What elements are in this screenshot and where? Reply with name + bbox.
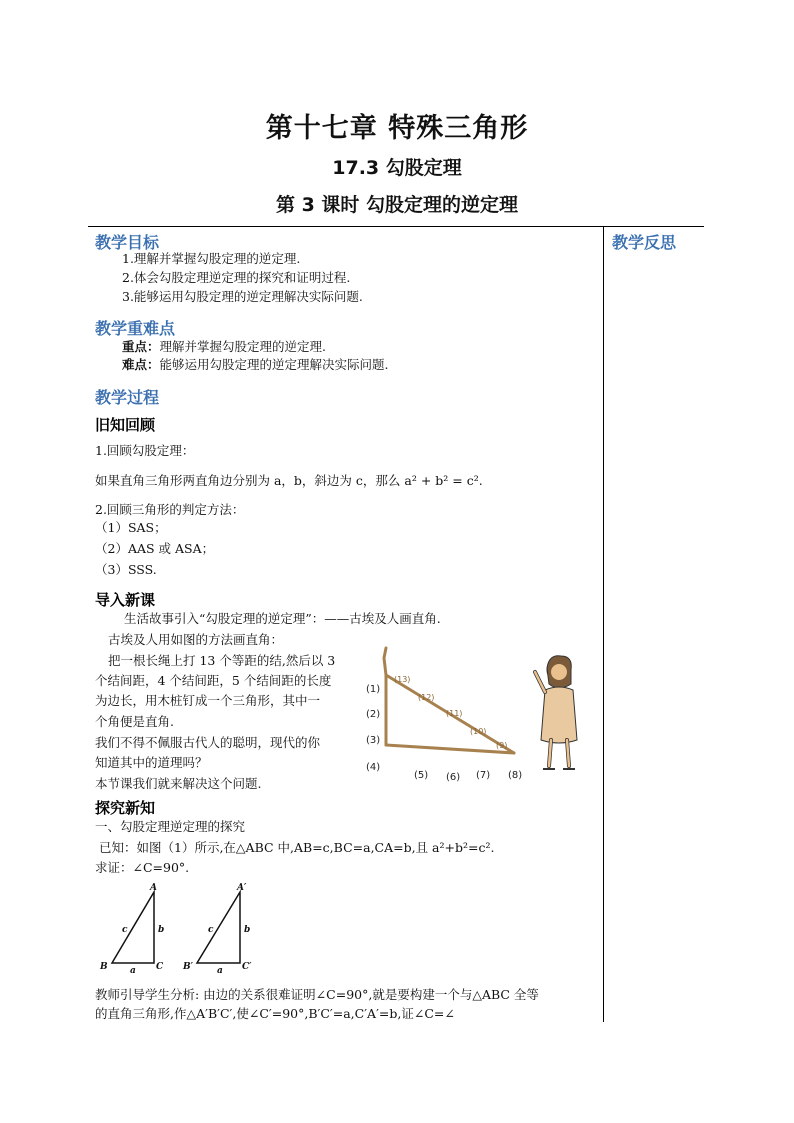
side-label: a [130, 966, 136, 975]
side-label: b [244, 925, 251, 935]
vertex-label: C′ [242, 962, 252, 972]
side-label: c [208, 925, 214, 935]
knot-label: (9) [496, 741, 508, 750]
triangle-abc [112, 892, 154, 963]
knot-label: (5) [414, 770, 429, 781]
review-line: （1）SAS； [95, 520, 167, 535]
knot-label: (12) [418, 693, 435, 702]
rope-horizontal [386, 745, 514, 753]
knot-label: (3) [366, 735, 381, 746]
knot-label: (8) [508, 770, 523, 781]
goals-heading: 教学目标 [95, 233, 160, 252]
chapter-title: 第十七章 特殊三角形 [265, 113, 529, 144]
vertex-label: B′ [183, 962, 193, 972]
side-label: b [158, 925, 165, 935]
knot-label: (10) [470, 727, 487, 736]
hard-text: 能够运用勾股定理的逆定理解决实际问题. [159, 357, 389, 372]
intro-line: 知道其中的道理吗？ [95, 755, 208, 770]
rope-triangle-figure [362, 640, 532, 785]
explore-line: 的直角三角形,作△A′B′C′,使∠C′=90°,B′C′=a,C′A′=b,证∠C=∠ [95, 1006, 455, 1021]
intro-heading: 导入新课 [95, 591, 156, 609]
review-line: （3）SSS. [95, 562, 157, 577]
review-line: （2）AAS 或 ASA； [95, 541, 215, 556]
side-label: a [217, 966, 223, 975]
rope-tail [384, 648, 386, 675]
key-text: 理解并掌握勾股定理的逆定理. [159, 339, 326, 354]
knot-label: (7) [476, 770, 491, 781]
knot-label: (6) [446, 772, 461, 783]
lesson-title: 第 3 课时 勾股定理的逆定理 [275, 194, 519, 216]
knot-label: (4) [366, 762, 381, 773]
vertex-label: C [156, 962, 164, 972]
review-line: 2.回顾三角形的判定方法： [95, 502, 245, 517]
goal-item: 1.理解并掌握勾股定理的逆定理. [122, 251, 301, 266]
review-line: 如果直角三角形两直角边分别为 a，b，斜边为 c，那么 a² + b² = c². [95, 473, 483, 488]
intro-line: 我们不得不佩服古代人的聪明，现代的你 [95, 735, 321, 750]
intro-line: 生活故事引入“勾股定理的逆定理”：——古埃及人画直角. [124, 611, 441, 626]
table-top-rule [88, 226, 704, 227]
reflection-label: 教学反思 [612, 233, 677, 252]
explore-line: 已知：如图（1）所示,在△ABC 中,AB=c,BC=a,CA=b,且 a²+b²=c². [99, 840, 495, 855]
goal-item: 2.体会勾股定理逆定理的探究和证明过程. [122, 270, 351, 285]
egyptian-man-illustration [525, 650, 590, 775]
knot-label: (11) [446, 709, 463, 718]
intro-line: 个结间距，4 个结间距，5 个结间距的长度 [95, 673, 332, 688]
key-point [122, 338, 326, 356]
vertex-label: B [100, 962, 108, 972]
section-title: 17.3 勾股定理 [332, 157, 462, 179]
vertex-label: A′ [237, 883, 247, 893]
goal-item: 3.能够运用勾股定理的逆定理解决实际问题. [122, 289, 363, 304]
process-heading: 教学过程 [95, 388, 160, 407]
hard-label: 难点： [122, 357, 160, 372]
explore-heading: 探究新知 [95, 799, 156, 817]
knot-label: (13) [394, 675, 411, 684]
key-label: 重点： [122, 339, 160, 354]
knot-label: (2) [366, 709, 381, 720]
intro-line: 个角便是直角. [95, 714, 174, 729]
vertex-label: A [150, 883, 157, 893]
side-label: c [122, 925, 128, 935]
intro-line: 把一根长绳上打 13 个等距的结,然后以 3 [108, 653, 336, 668]
intro-line: 为边长，用木桩钉成一个三角形，其中一 [95, 693, 321, 708]
explore-line: 求证：∠C=90°. [95, 860, 190, 875]
intro-line: 本节课我们就来解决这个问题. [95, 776, 262, 791]
column-divider [603, 226, 604, 1022]
intro-line: 古埃及人用如图的方法画直角： [108, 632, 284, 647]
triangle-abc-prime [197, 892, 240, 963]
explore-line: 教师引导学生分析: 由边的关系很难证明∠C=90°,就是要构建一个与△ABC 全等 [95, 987, 539, 1002]
keypoints-heading: 教学重难点 [95, 319, 176, 338]
review-heading: 旧知回顾 [95, 416, 156, 434]
right-triangles-figure [94, 880, 264, 975]
hard-point [122, 356, 389, 374]
review-line: 1.回顾勾股定理： [95, 443, 195, 458]
explore-line: 一、勾股定理逆定理的探究 [95, 819, 246, 834]
knot-label: (1) [366, 684, 381, 695]
